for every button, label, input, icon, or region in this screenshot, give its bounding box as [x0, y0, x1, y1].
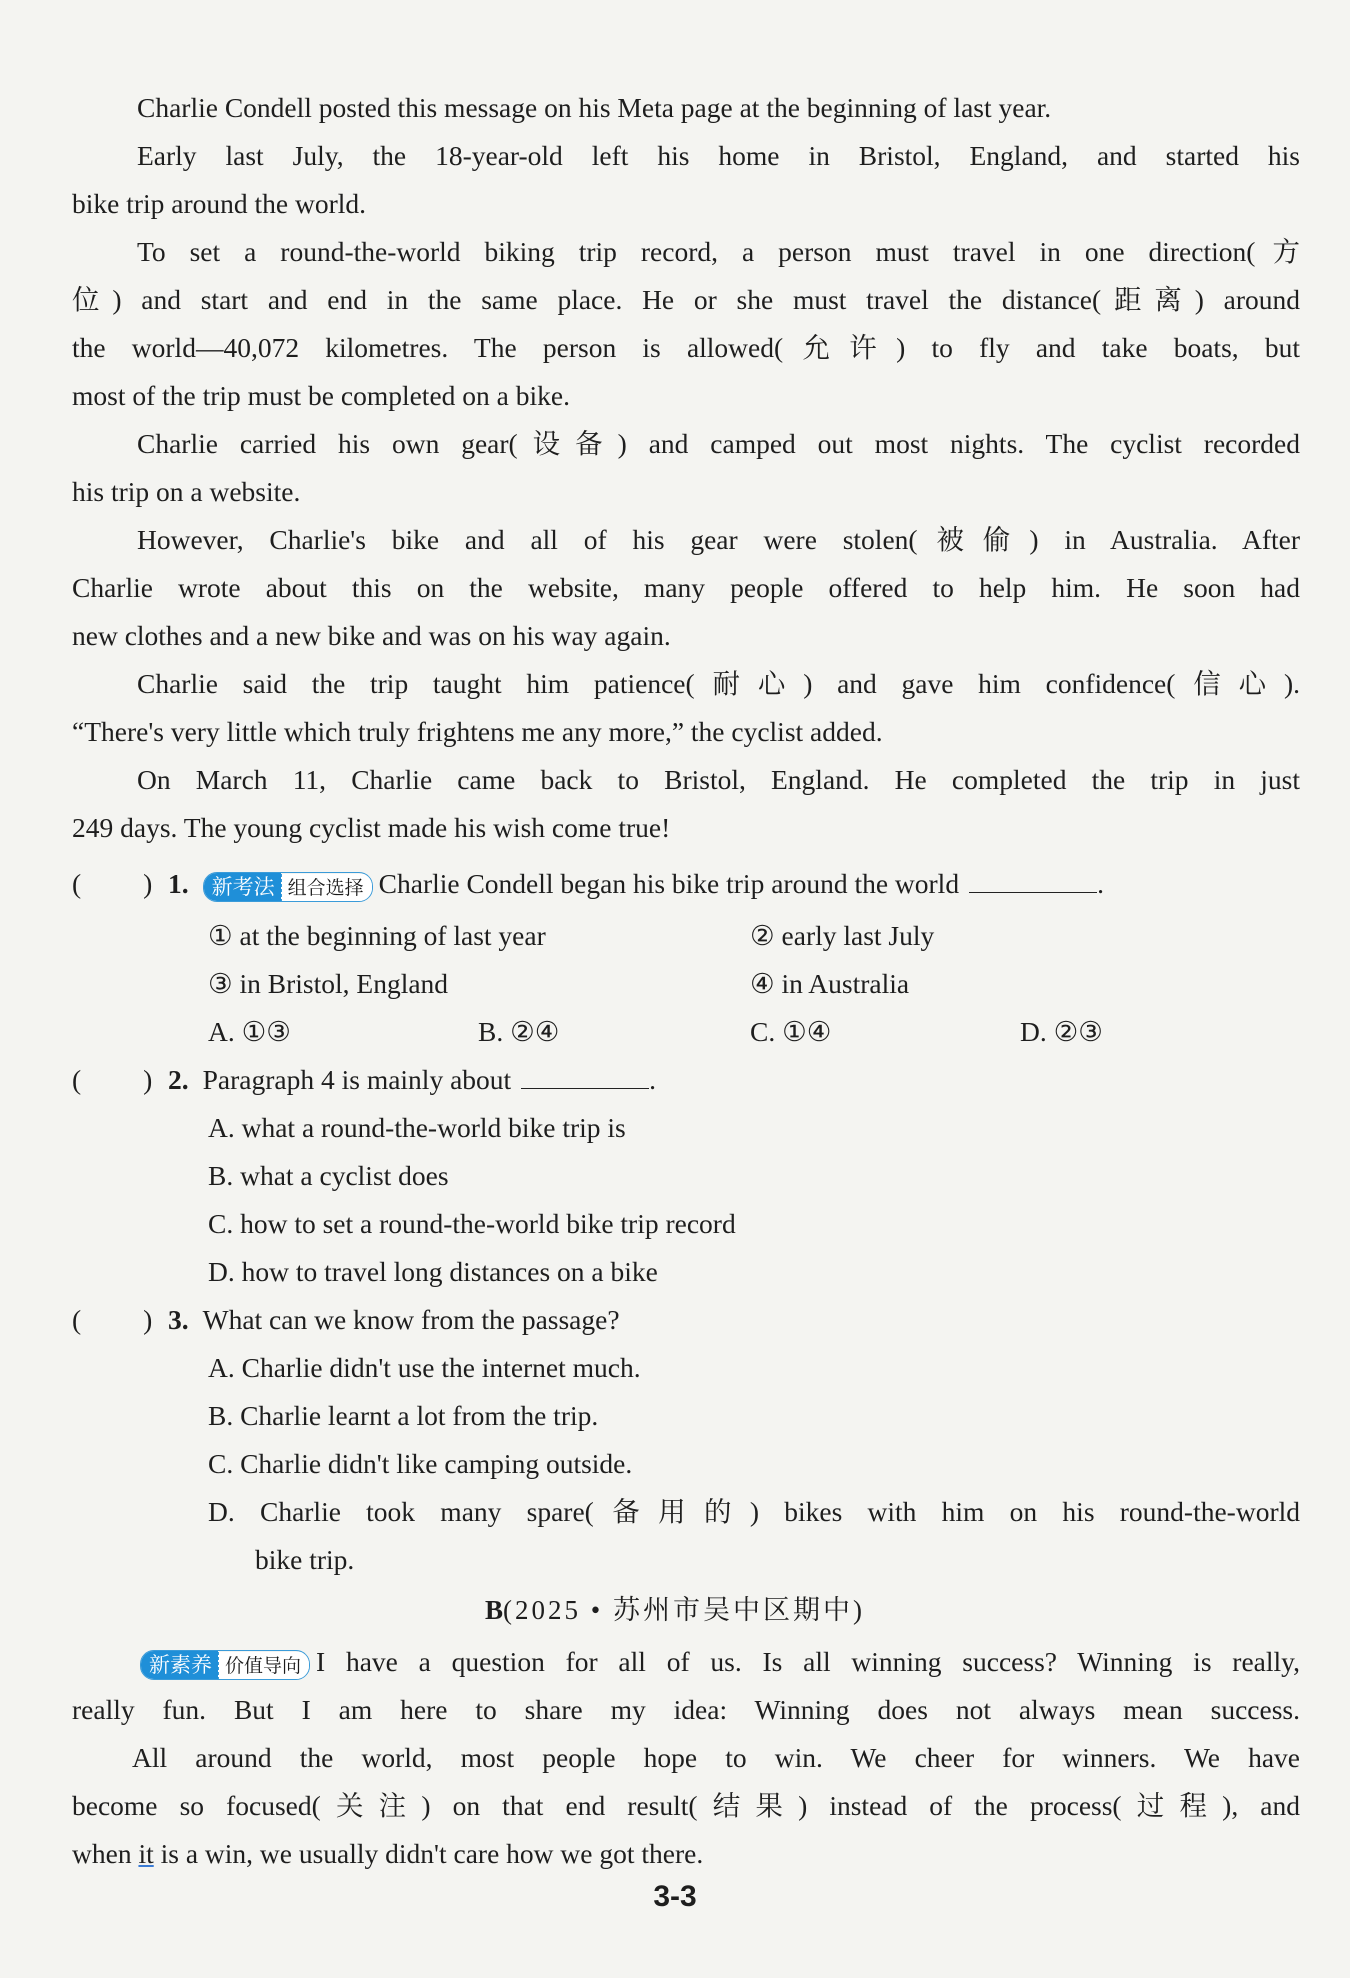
passage-a-line: Charlie carried his own gear(设备) and camped out most nights. The cyclist recorded — [137, 428, 1300, 459]
tag-label: 新考法 — [204, 873, 281, 901]
q3-choice[interactable]: B. Charlie learnt a lot from the trip. — [208, 1400, 599, 1431]
section-source: (2025 • 苏州市吴中区期中) — [503, 1595, 865, 1625]
q1-item: ③ in Bristol, England — [208, 968, 449, 999]
passage-a-line: Charlie Condell posted this message on his Meta page at the beginning of last year. — [137, 92, 1052, 123]
passage-b-first-line — [140, 1638, 1300, 1686]
passage-a-line: bike trip around the world. — [72, 188, 367, 219]
passage-b-last-line — [72, 1830, 1300, 1878]
q2-choice[interactable]: B. what a cyclist does — [208, 1160, 449, 1191]
passage-b-line: become so focused(关注) on that end result(结果) instead of the process(过程), and — [72, 1790, 1300, 1821]
question-stem: What can we know from the passage? — [202, 1304, 620, 1335]
q3-choice-continued: bike trip. — [255, 1544, 355, 1575]
tag-type: 组合选择 — [281, 874, 372, 902]
passage-tag — [140, 1650, 310, 1680]
passage-a-line: Charlie wrote about this on the website, many people offered to help him. He soon had — [72, 572, 1300, 603]
question-stem: Paragraph 4 is mainly about — [202, 1064, 512, 1095]
question-end: . — [1097, 868, 1104, 899]
question-number: 2. — [168, 1064, 189, 1095]
question-2 — [72, 1056, 1300, 1104]
passage-b-text: is a win, we usually didn't care how we got there. — [153, 1838, 704, 1869]
passage-b-line: All around the world, most people hope to win. We cheer for winners. We have — [132, 1742, 1300, 1773]
question-number: 1. — [168, 868, 189, 899]
q2-choice[interactable]: A. what a round-the-world bike trip is — [208, 1112, 626, 1143]
section-b-heading — [0, 1586, 1350, 1634]
passage-a-line: To set a round-the-world biking trip record, a person must travel in one direction(方 — [137, 236, 1300, 267]
passage-a-line: the world—40,072 kilometres. The person is allowed(允许) to fly and take boats, but — [72, 332, 1300, 363]
question-number: 3. — [168, 1304, 189, 1335]
tag-label: 新素养 — [141, 1651, 218, 1679]
passage-b-line: really fun. But I am here to share my idea: Winning does not always mean success. — [72, 1694, 1300, 1725]
passage-a-line: “There's very little which truly frightens me any more,” the cyclist added. — [72, 716, 883, 747]
q2-choice[interactable]: D. how to travel long distances on a bike — [208, 1256, 658, 1287]
passage-b-text: I have a question for all of us. Is all winning success? Winning is really, — [316, 1646, 1300, 1677]
q1-item: ② early last July — [750, 920, 935, 951]
q1-choice[interactable]: B. ②④ — [478, 1016, 560, 1047]
passage-a-line: On March 11, Charlie came back to Bristol, England. He completed the trip in just — [137, 764, 1300, 795]
question-3 — [72, 1296, 1300, 1344]
question-stem: Charlie Condell began his bike trip around the world — [378, 868, 960, 899]
passage-a-line: most of the trip must be completed on a bike. — [72, 380, 570, 411]
q1-item: ④ in Australia — [750, 968, 910, 999]
q3-choice[interactable]: C. Charlie didn't like camping outside. — [208, 1448, 633, 1479]
q2-choice[interactable]: C. how to set a round-the-world bike trip record — [208, 1208, 736, 1239]
passage-a-line: Charlie said the trip taught him patience(耐心) and gave him confidence(信心). — [137, 668, 1300, 699]
q1-choice[interactable]: A. ①③ — [208, 1016, 291, 1047]
q1-choice[interactable]: C. ①④ — [750, 1016, 832, 1047]
answer-bracket[interactable]: ( ) — [72, 868, 153, 899]
answer-bracket[interactable]: ( ) — [72, 1064, 153, 1095]
tag-type: 价值导向 — [218, 1652, 309, 1680]
passage-a-line: new clothes and a new bike and was on his way again. — [72, 620, 671, 651]
passage-a-line: However, Charlie's bike and all of his gear were stolen(被偷) in Australia. After — [137, 524, 1300, 555]
q3-choice[interactable]: D. Charlie took many spare(备用的) bikes with him on his round-the-world — [208, 1496, 1300, 1527]
answer-blank — [969, 870, 1097, 893]
page-number: 3-3 — [653, 1880, 697, 1913]
passage-a-line: 位) and start and end in the same place. He or she must travel the distance(距离) around — [72, 284, 1300, 315]
q3-choice[interactable]: A. Charlie didn't use the internet much. — [208, 1352, 641, 1383]
underlined-word: it — [138, 1838, 154, 1869]
passage-a-line: his trip on a website. — [72, 476, 301, 507]
section-letter: B — [485, 1595, 504, 1625]
question-tag — [203, 872, 373, 902]
question-1 — [72, 860, 1300, 908]
passage-a-line: 249 days. The young cyclist made his wish come true! — [72, 812, 671, 843]
question-end: . — [649, 1064, 657, 1095]
q1-item: ① at the beginning of last year — [208, 920, 546, 951]
q1-choice[interactable]: D. ②③ — [1020, 1016, 1103, 1047]
answer-bracket[interactable]: ( ) — [72, 1304, 153, 1335]
answer-blank — [521, 1066, 649, 1089]
passage-a-line: Early last July, the 18-year-old left his home in Bristol, England, and started his — [137, 140, 1300, 171]
passage-b-text: when — [72, 1838, 139, 1869]
